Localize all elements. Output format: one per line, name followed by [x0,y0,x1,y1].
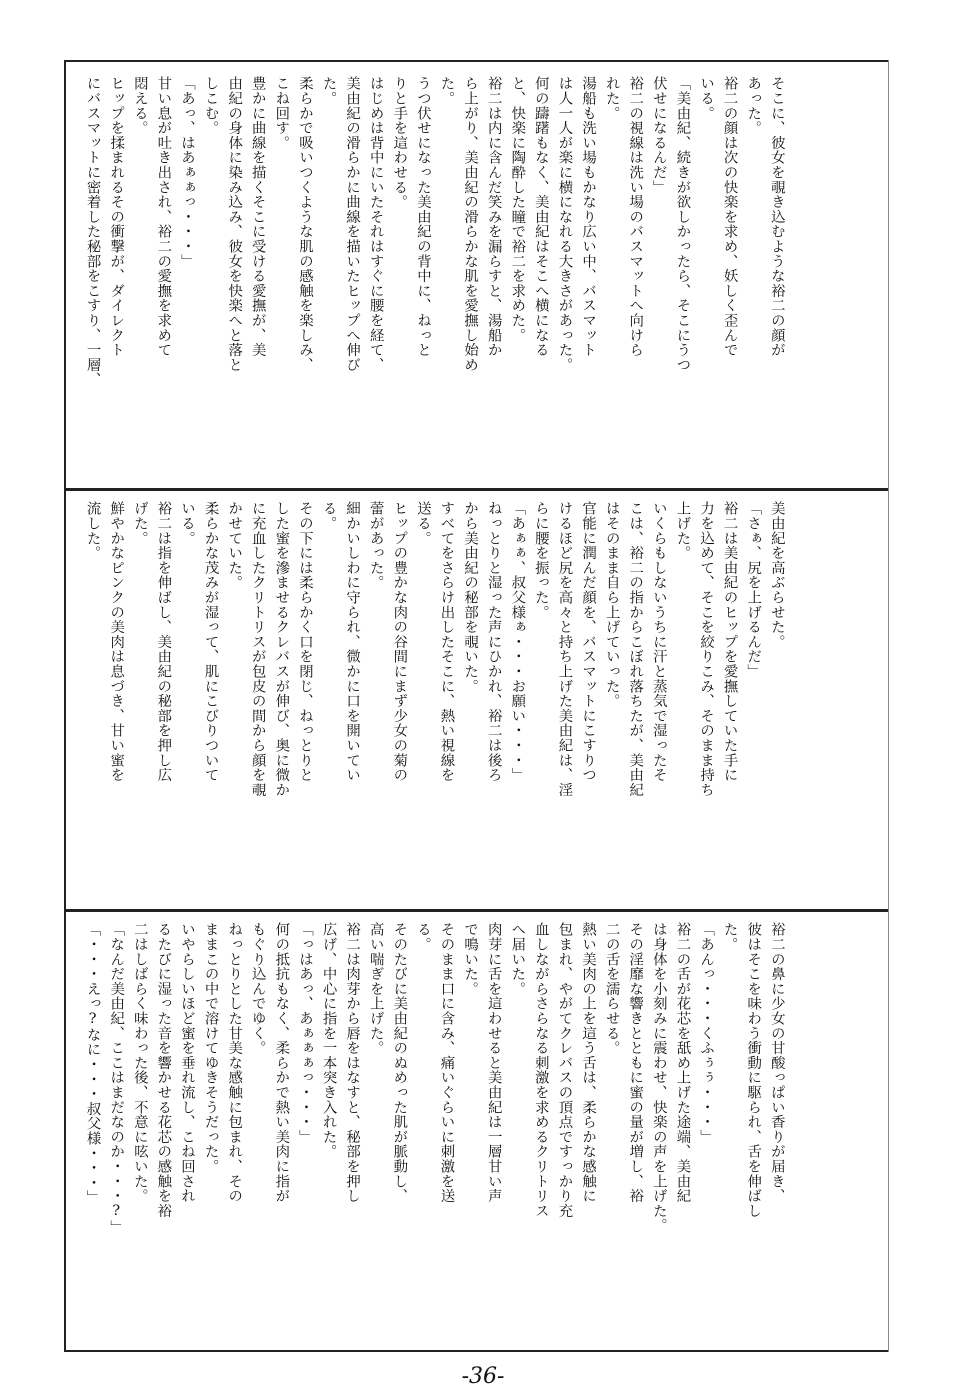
text-line: 裕二は美由紀のヒップを愛撫していた手に [721,501,738,783]
text-line: は身体を小刻みに震わせ、快楽の声を上げた。 [650,922,667,1233]
text-line: いやらしいほど蜜を垂れ流し、こね回され [178,922,195,1204]
text-line: 「あぁぁ、叔父様ぁ・・・お願い・・・」 [509,501,526,783]
text-line: 力を込めて、そこを絞りこみ、そのまま持ち [698,501,715,797]
text-line: あった。 [745,76,762,136]
text-line: うつ伏せになった美由紀の背中に、ねっと [414,76,431,358]
text-line: かせていた。 [226,501,243,590]
text-line: る。 [414,922,431,952]
text-line: 何の躊躇もなく、美由紀はそこへ横になる [532,76,549,358]
text-line: 「さぁ、尻を上げるんだ」 [745,501,762,679]
text-line: そのまま口に含み、痛いぐらいに刺激を送 [438,922,455,1204]
text-line: 「あっ、はあぁぁっ・・・」 [178,76,195,269]
section-divider-1 [66,488,888,491]
text-line: 「っはあっ、あぁぁぁっ・・・」 [296,922,313,1144]
text-line: へ届いた。 [509,922,526,996]
text-line: 甘い息が吐き出され、裕二の愛撫を求めて [155,76,172,358]
text-line: もぐり込んでゆく。 [249,922,266,1056]
text-line: した蜜を滲ませるクレバスが伸び、奥に微か [273,501,290,797]
text-line: 鮮やかなピンクの美肉は息づき、甘い蜜を [108,501,125,783]
text-line: 二の舌を濡らせる。 [603,922,620,1056]
text-line: から美由紀の秘部を覗いた。 [462,501,479,694]
text-line: そこに、彼女を覗き込むような裕二の顔が [768,76,785,358]
text-section-middle [80,501,876,903]
text-line: 豊かに曲線を描くそこに受ける愛撫が、美 [249,76,266,358]
text-line: 柔らかで吸いつくような肌の感触を楽しみ、 [296,76,313,372]
text-line: らに腰を振った。 [532,501,549,620]
frame-top-rule [66,60,888,62]
text-line: 広げ、中心に指を一本突き入れた。 [320,922,337,1159]
text-line: いくらもしないうちに汗と蒸気で湿ったそ [650,501,667,783]
text-line: いる。 [698,76,715,121]
text-line: るたびに湿った音を響かせる花芯の感触を裕 [155,922,172,1218]
text-line: 裕二は指を伸ばし、美由紀の秘部を押し広 [155,501,172,783]
text-line: れた。 [603,76,620,121]
text-line: ままこの中で溶けてゆきそうだった。 [202,922,219,1174]
text-line: 伏せになるんだ」 [650,76,667,195]
text-line: 「・・・えっ?なに・・・叔父様・・・」 [84,922,101,1205]
text-line: 裕二の顔は次の快楽を求め、妖しく歪んで [721,76,738,358]
text-section-top [80,76,876,482]
text-line: にバスマットに密着した秘部をこすり、一層、 [84,76,101,387]
text-section-bottom [80,922,876,1346]
vertical-text-block [80,922,788,1346]
text-line: と、快楽に陶酔した瞳で裕二を求めた。 [509,76,526,343]
text-line: そのたびに美由紀のぬめった肌が脈動し、 [391,922,408,1204]
text-line: げた。 [131,501,148,546]
text-line: けるほど尻を高々と持ち上げた美由紀は、淫 [556,501,573,797]
text-line: は人一人が楽に横になれる大きさがあった。 [556,76,573,372]
text-line: 由紀の身体に染み込み、彼女を快楽へと落と [226,76,243,372]
text-line: 裕二は内に含んだ笑みを漏らすと、湯船か [485,76,502,358]
text-line: 裕二の舌が花芯を舐め上げた途端、美由紀 [674,922,691,1204]
vertical-text-block [80,501,788,903]
text-line: 裕二の鼻に少女の甘酸っぱい香りが届き、 [768,922,785,1204]
text-line: ヒップの豊かな肉の谷間にまず少女の菊の [391,501,408,783]
text-line: 裕二の視線は洗い場のバスマットへ向けら [627,76,644,358]
section-divider-2 [66,909,888,912]
frame-bottom-rule [66,1350,888,1352]
text-line: 細かいしわに守られ、微かに口を開いてい [344,501,361,783]
text-line: りと手を這わせる。 [391,76,408,210]
text-line: 美由紀の滑らかに曲線を描いたヒップへ伸び [344,76,361,372]
text-line: た。 [320,76,337,106]
text-line: 「なんだ美由紀、ここはまだなのか・・・?」 [108,922,125,1235]
text-line: 蕾があった。 [367,501,384,590]
text-line: ら上がり、美由紀の滑らかな肌を愛撫し始め [462,76,479,372]
text-line: 美由紀を高ぶらせた。 [768,501,785,649]
text-line: で鳴いた。 [462,922,479,996]
text-line: 何の抵抗もなく、柔らかで熱い美肉に指が [273,922,290,1204]
text-line: 上げた。 [674,501,691,561]
page-number: -36- [461,1364,505,1389]
text-line: ねっとりと湿った声にひかれ、裕二は後ろ [485,501,502,783]
text-line: すべてをさらけ出したそこに、熱い視線を [438,501,455,783]
text-line: 高い喘ぎを上げた。 [367,922,384,1056]
text-line: こは、裕二の指からこぼれ落ちたが、美由紀 [627,501,644,797]
text-line: 二はしばらく味わった後、不意に呟いた。 [131,922,148,1204]
text-line: 「あんっ・・・くふぅぅ・・・」 [698,922,715,1144]
text-line: に充血したクリトリスが包皮の間から顔を覗 [249,501,266,797]
text-line: はじめは背中にいたそれはすぐに腰を経て、 [367,76,384,372]
text-line: いる。 [178,501,195,546]
text-line: 彼はそこを味わう衝動に駆られ、舌を伸ばし [745,922,762,1218]
text-line: その淫靡な響きとともに蜜の量が増し、裕 [627,922,644,1204]
text-line: 悶える。 [131,76,148,136]
text-line: 裕二は肉芽から唇をはなすと、秘部を押し [344,922,361,1204]
text-line: 柔らかな茂みが湿って、肌にこびりついて [202,501,219,783]
text-line: しこむ。 [202,76,219,136]
text-line: 包まれ、やがてクレバスの頂点ですっかり充 [556,922,573,1218]
page-frame [64,60,889,1352]
text-line: 熱い美肉の上を這う舌は、柔らかな感触に [580,922,597,1204]
text-line: その下には柔らかく口を閉じ、ねっとりと [296,501,313,783]
text-line: 湯船も洗い場もかなり広い中、バスマット [580,76,597,358]
text-line: た。 [438,76,455,106]
text-line: 官能に潤んだ顔を、バスマットにこすりつ [580,501,597,783]
text-line: た。 [721,922,738,952]
text-line: ねっとりとした甘美な感触に包まれ、その [226,922,243,1204]
text-line: る。 [320,501,337,531]
text-line: 流した。 [84,501,101,561]
text-line: はそのまま自ら上げていった。 [603,501,620,709]
text-line: こね回す。 [273,76,290,150]
text-line: 血しながらさらなる刺激を求めるクリトリス [532,922,549,1218]
text-line: 送る。 [414,501,431,546]
text-line: 「美由紀、続きが欲しかったら、そこにうつ [674,76,691,372]
text-line: ヒップを揉まれるその衝撃が、ダイレクト [108,76,125,358]
vertical-text-block [80,76,788,482]
text-line: 肉芽に舌を這わせると美由紀は一層甘い声 [485,922,502,1204]
